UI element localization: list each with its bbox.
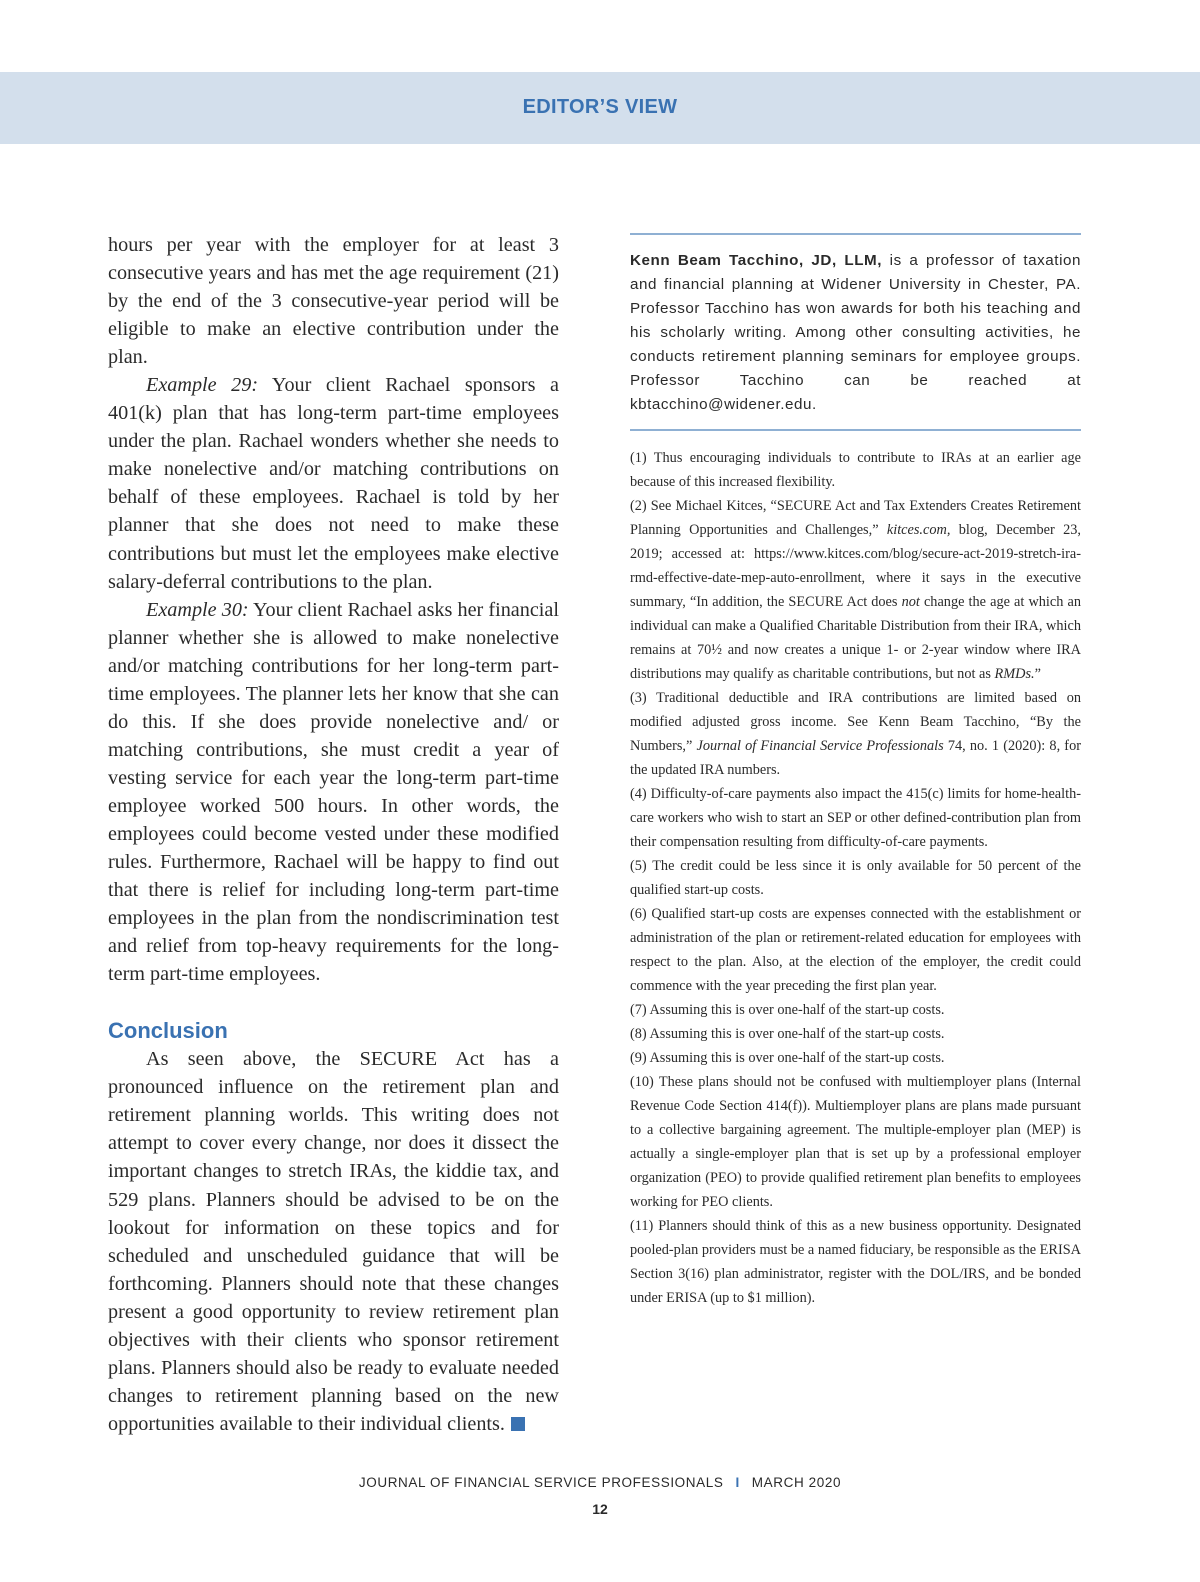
page-number: 12 [592, 1501, 608, 1517]
endnote-number: (5) [630, 858, 647, 874]
endnote: (2) See Michael Kitces, “SECURE Act and Tax Extenders Creates Retirement Planning Opportunities and Challenges,” kitces.com, blog, December 23, 2019; accessed at: https://www.kitces.com/blog/secure-act-2019-stretch-ira-rmd-effective-date-mep-auto-enrollment, where it says in the executive summary, “In addition, the SECURE Act does not change the age at which an individual can make a Qualified Charitable Distribution from their IRA, which remains at 70½ and now creates a unique 1- or 2-year window where IRA distributions may qualify as charitable contributions, but not as RMDs.” [630, 498, 1081, 682]
endnote: (5) The credit could be less since it is only available for 50 percent of the qualified start-up costs. [630, 858, 1081, 898]
endnote-number: (7) [630, 1002, 647, 1018]
endnote: (9) Assuming this is over one-half of the start-up costs. [630, 1050, 945, 1066]
endnote: (1) Thus encouraging individuals to contribute to IRAs at an earlier age because of this increased flexibility. [630, 450, 1081, 490]
example-label: Example 29: [146, 374, 259, 397]
author-name: Kenn Beam Tacchino, JD, LLM, [630, 252, 882, 269]
endnote-number: (8) [630, 1026, 647, 1042]
example-paragraph: Example 29: Your client Rachael sponsors a 401(k) plan that has long-term part-time employees under the plan. Rachael wonders whether she needs to make nonelective and/or matching contributions on behalf of these employees. Rachael is told by her planner that she does not need to make these contributions but must let the employees make elective salary-deferral contributions to the plan. [108, 374, 559, 593]
endnote-number: (9) [630, 1050, 647, 1066]
endnote: (11) Planners should think of this as a new business opportunity. Designated pooled-plan providers must be a named fiduciary, be responsible as the ERISA Section 3(16) plan administrator, register with the DOL/IRS, and be bonded under ERISA (up to $1 million). [630, 1218, 1081, 1306]
issue-date: MARCH 2020 [751, 1475, 842, 1490]
example-label: Example 30: [146, 598, 249, 621]
author-bio-box [630, 233, 1081, 431]
endnote-number: (2) [630, 498, 647, 514]
endnote: (3) Traditional deductible and IRA contributions are limited based on modified adjusted gross income. See Kenn Beam Tacchino, “By the Numbers,” Journal of Financial Service Professionals 74, no. 1 (2020): 8, for the updated IRA numbers. [630, 690, 1081, 778]
endnote: (6) Qualified start-up costs are expenses connected with the establishment or administration of the plan or retirement-related education for employees with respect to the plan. Also, at the election of the employer, the credit could commence with the year preceding the first plan year. [630, 906, 1081, 994]
endnote-number: (10) [630, 1074, 654, 1090]
journal-name: JOURNAL OF FINANCIAL SERVICE PROFESSIONALS [358, 1475, 724, 1490]
author-bio: Kenn Beam Tacchino, JD, LLM, is a professor of taxation and financial planning at Widener University in Chester, PA. Professor Tacchino has won awards for both his teaching and his scholarly writing. Among other consulting activities, he conducts retirement planning seminars for employee groups. Professor Tacchino can be reached at kbtacchino@widener.edu. [630, 252, 1081, 413]
end-of-article-mark [511, 1417, 525, 1431]
conclusion-heading: Conclusion [108, 1018, 228, 1044]
body-paragraph: hours per year with the employer for at least 3 consecutive years and has met the age requirement (21) by the end of the 3 consecutive-year period will be eligible to make an elective contribution under the plan. [108, 234, 559, 369]
endnote-number: (4) [630, 786, 647, 802]
endnote: (4) Difficulty-of-care payments also impact the 415(c) limits for home-health-care workers who wish to start an SEP or other defined-contribution plan from their compensation resulting from difficulty-of-care payments. [630, 786, 1081, 850]
article-body [108, 231, 559, 1438]
endnote: (8) Assuming this is over one-half of the start-up costs. [630, 1026, 945, 1042]
endnote-number: (1) [630, 450, 647, 466]
endnote-number: (3) [630, 690, 647, 706]
footer-separator: I [735, 1475, 740, 1490]
endnotes [630, 446, 1081, 1310]
section-title: EDITOR’S VIEW [522, 96, 678, 118]
page-footer [0, 1475, 1200, 1490]
endnote: (10) These plans should not be confused with multiemployer plans (Internal Revenue Code Section 414(f)). Multiemployer plans are plans made pursuant to a collective bargaining agreement. The multiple-employer plan (MEP) is actually a single-employer plan that is set up by a professional employer organization (PEO) to provide qualified retirement plan benefits to employees working for PEO clients. [630, 1074, 1081, 1210]
conclusion-paragraph: As seen above, the SECURE Act has a pronounced influence on the retirement plan and retirement planning worlds. This writing does not attempt to cover every change, nor does it dissect the important changes to stretch IRAs, the kiddie tax, and 529 plans. Planners should be advised to be on the lookout for information on these topics and for scheduled and unscheduled guidance that will be forthcoming. Planners should note that these changes present a good opportunity to review retirement plan objectives with their clients who sponsor retirement plans. Planners should also be ready to evaluate needed changes to retirement planning based on the new opportunities available to their individual clients. [108, 1048, 559, 1435]
endnote: (7) Assuming this is over one-half of the start-up costs. [630, 1002, 945, 1018]
example-paragraph: Example 30: Your client Rachael asks her financial planner whether she is allowed to make nonelective and/or matching contributions for her long-term part-time employees. The planner lets her know that she can do this. If she does provide nonelective and/ or matching contributions, she must credit a year of vesting service for each year the long-term part-time employee worked 500 hours. In other words, the employees could become vested under these modified rules. Furthermore, Rachael will be happy to find out that there is relief for including long-term part-time employees in the plan from the nondiscrimination test and relief from top-heavy requirements for the long-term part-time employees. [108, 598, 559, 986]
endnote-number: (6) [630, 906, 647, 922]
endnote-number: (11) [630, 1218, 654, 1234]
